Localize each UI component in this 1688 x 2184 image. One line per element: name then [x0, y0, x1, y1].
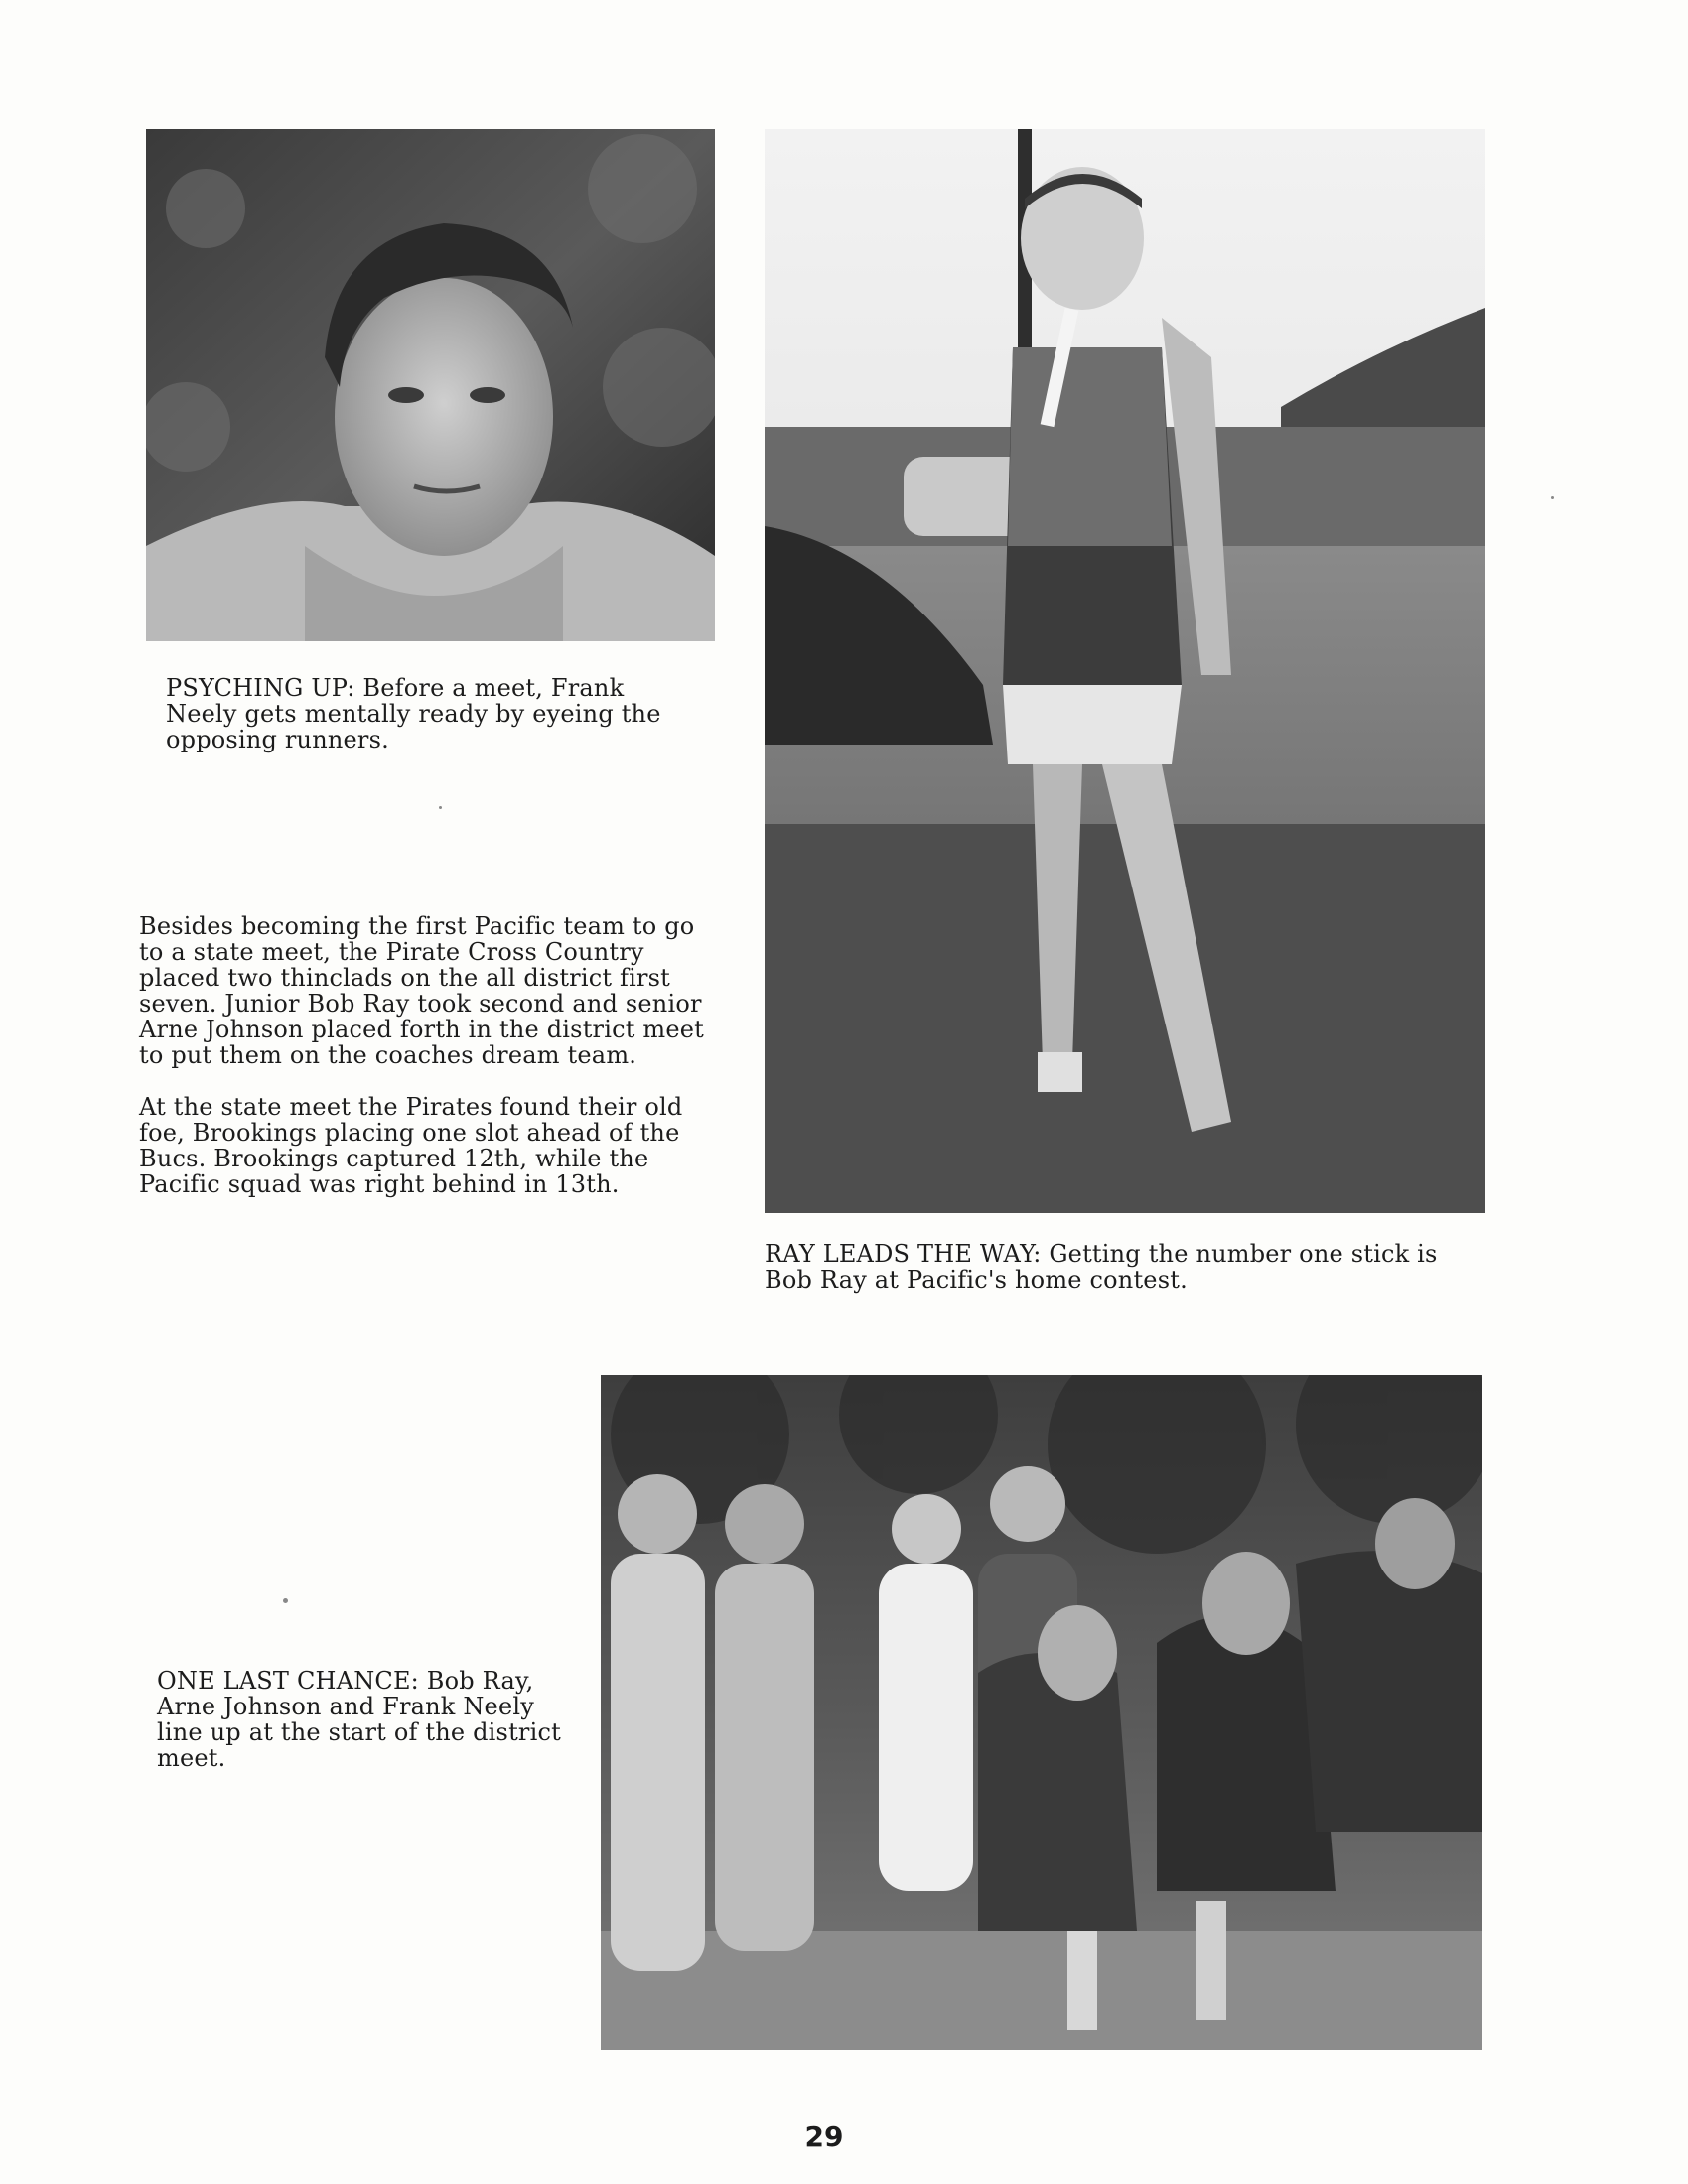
- ray-leads-caption: RAY LEADS THE WAY: Getting the number one stick is Bob Ray at Pacific's home contest.: [765, 1240, 1438, 1294]
- start-line-photo-image: [601, 1375, 1482, 2050]
- runner-photo: [765, 129, 1485, 1213]
- article-paragraph-1: Besides becoming the first Pacific team to go to a state meet, the Pirate Cross Country placed two thinclads on the all district first seven. Junior Bob Ray took second and senior Arne Johnson placed forth in the district meet to put them on the coaches dream team.: [139, 912, 705, 1069]
- start-line-photo: [601, 1375, 1482, 2050]
- last-chance-caption: ONE LAST CHANCE: Bob Ray, Arne Johnson and Frank Neely line up at the start of the district meet.: [157, 1667, 561, 1772]
- article-paragraph-2: At the state meet the Pirates found their old foe, Brookings placing one slot ahead of the Bucs. Brookings captured 12th, while the Pacific squad was right behind in 13th.: [139, 1093, 683, 1198]
- runner-photo-image: [765, 129, 1485, 1213]
- scan-speck: [1551, 496, 1554, 499]
- article-text: [139, 913, 725, 1223]
- portrait-photo: [146, 129, 715, 641]
- scan-speck: [439, 806, 442, 809]
- portrait-photo-image: [146, 129, 715, 641]
- page-number: 29: [804, 2120, 844, 2153]
- scan-speck: [283, 1598, 288, 1603]
- psyching-up-caption: PSYCHING UP: Before a meet, Frank Neely gets mentally ready by eyeing the opposing runners.: [166, 674, 661, 753]
